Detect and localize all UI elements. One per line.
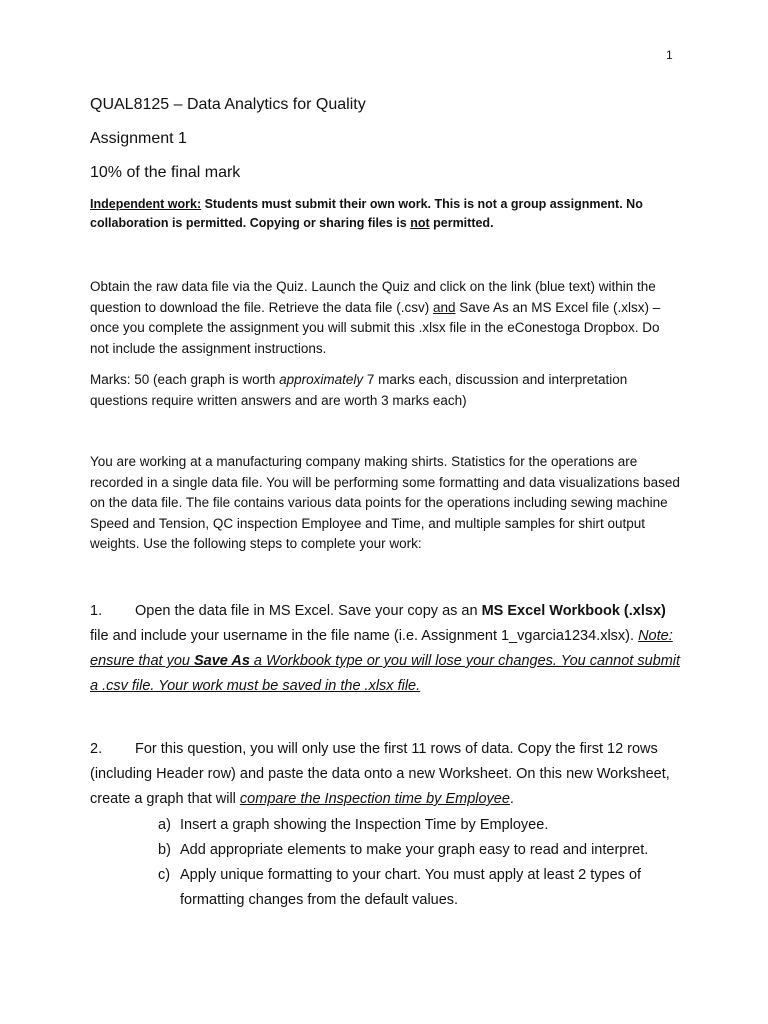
- question-2: [90, 737, 682, 812]
- question-1-number: 1.: [90, 603, 103, 619]
- list-marker: a): [158, 817, 171, 833]
- independent-work-notice: [90, 195, 682, 233]
- list-text: Apply unique formatting to your chart. You must apply at least 2 types of formatting changes from the default values.: [180, 867, 642, 908]
- list-marker: c): [158, 867, 171, 883]
- question-2-number: 2.: [90, 741, 103, 757]
- list-marker: b): [158, 842, 171, 858]
- intro-text-end: Save As an MS Excel file (.xlsx) – once you complete the assignment you will submit this .xlsx file in the eConestoga Dropbox. Do not include the assignment instructions.: [90, 299, 661, 356]
- q1-note-text-end: a Workbook type or you will lose your changes. You cannot submit a .csv file. Your work must be saved in the .xlsx file.: [90, 653, 681, 694]
- notice-text-end: permitted.: [429, 216, 494, 230]
- notice-text: Students must submit their own work. This is not a group assignment. No collaboration is permitted. Copying or sharing files is: [90, 197, 643, 230]
- marks-paragraph: [90, 370, 682, 411]
- q2-text: For this question, you will only use the first 11 rows of data. Copy the first 12 rows (including Header row) and paste the data onto a new Worksheet. On this new Worksheet, create a graph that will: [90, 741, 670, 807]
- intro-text: Obtain the raw data file via the Quiz. Launch the Quiz and click on the link (blue text) within the question to download the file. Retrieve the data file (.csv): [90, 279, 656, 315]
- scenario-paragraph: You are working at a manufacturing company making shirts. Statistics for the operations are recorded in a single data file. You will be performing some formatting and data visualizations based on the data file. The file contains various data points for the operations including sewing machine Speed and Tension, QC inspection Employee and Time, and multiple samples for shirt output weights. Use the following steps to complete your work:: [90, 454, 680, 551]
- course-title: QUAL8125 – Data Analytics for Quality: [90, 96, 366, 113]
- q1-note-bold: Save As: [194, 653, 250, 669]
- q1-text: Open the data file in MS Excel. Save your copy as an: [135, 603, 482, 619]
- notice-not: not: [410, 216, 430, 230]
- marks-text: Marks: 50 (each graph is worth: [90, 372, 280, 387]
- list-text: Insert a graph showing the Inspection Time by Employee.: [180, 817, 549, 833]
- q1-bold: MS Excel Workbook (.xlsx): [481, 603, 666, 619]
- q1-text-end: file and include your username in the file name (i.e. Assignment 1_vgarcia1234.xlsx).: [90, 628, 639, 644]
- page-number: 1: [666, 48, 673, 62]
- marks-approx: approximately: [279, 372, 364, 387]
- question-2-sublist: [158, 813, 678, 913]
- marks-text-end: 7 marks each, discussion and interpretation questions require written answers and are worth 3 marks each): [90, 372, 628, 408]
- intro-paragraph: [90, 277, 682, 359]
- list-item: [158, 813, 678, 838]
- intro-and: and: [432, 299, 456, 315]
- notice-label: Independent work:: [90, 197, 202, 211]
- q2-emphasis: compare the Inspection time by Employee: [239, 791, 510, 807]
- question-1: [90, 599, 682, 699]
- list-text: Add appropriate elements to make your graph easy to read and interpret.: [180, 842, 649, 858]
- assignment-title: Assignment 1: [90, 130, 187, 147]
- grade-weight: 10% of the final mark: [90, 164, 241, 181]
- list-item: [158, 863, 678, 913]
- q1-note-text: Note: ensure that you: [90, 628, 673, 669]
- q2-text-end: .: [509, 791, 514, 807]
- list-item: [158, 838, 678, 863]
